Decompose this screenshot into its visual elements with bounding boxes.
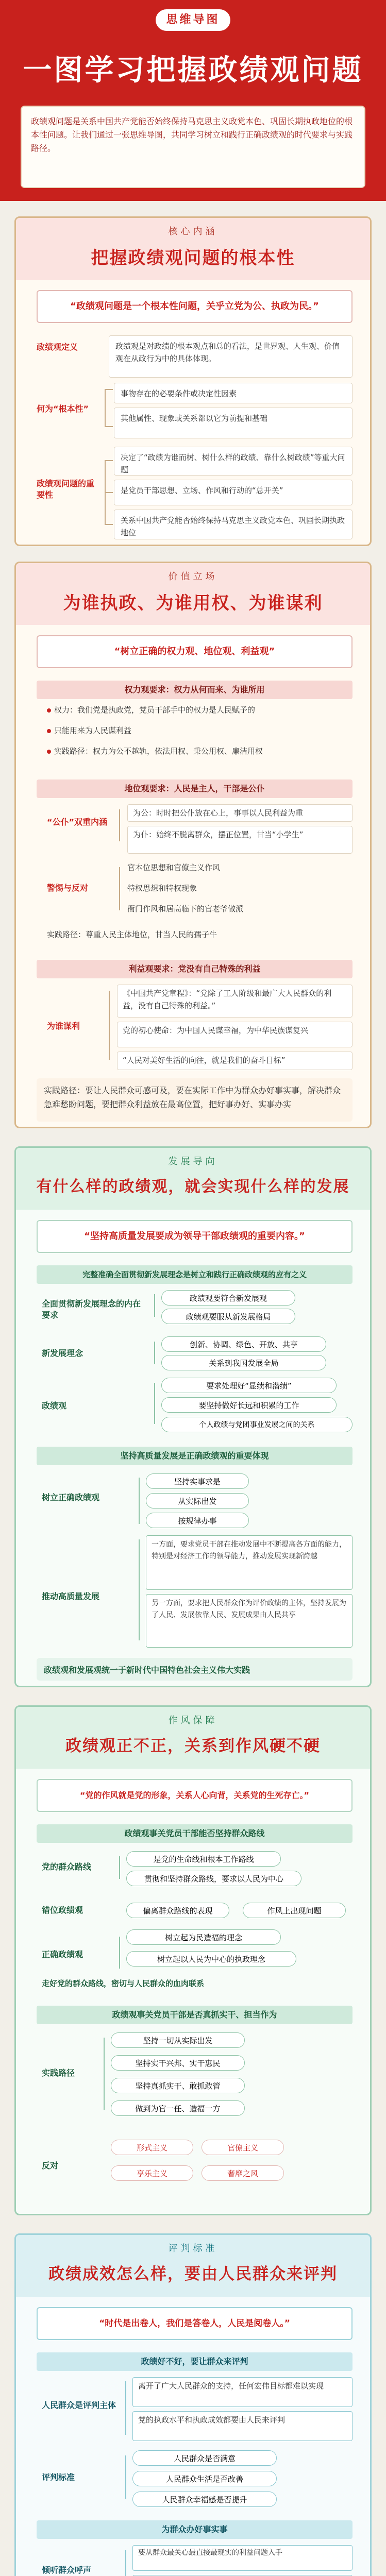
s3-g1-1-1: 关系到我国发展全局 [161, 1355, 326, 1370]
section-core-meaning [14, 216, 372, 546]
s5-bar-2: 为群众办好事实事 [37, 2520, 353, 2539]
page-title: 一图学习把握政绩观问题 [23, 53, 363, 87]
s2-status-g1-2: 为仆：始终不脱离群众，摆正位置，甘当“小学生” [127, 826, 353, 854]
section-5-label: 评判标准 [168, 2243, 218, 2254]
s4-g2-k0: 实践路径 [42, 2068, 75, 2078]
s4-g2-1-0: 形式主义 [111, 2140, 193, 2155]
section-5-quote: “时代是出卷人，我们是答卷人，人民是阅卷人。” [37, 2307, 353, 2340]
s3-g1-0-1: 政绩观要服从新发展格局 [161, 1309, 295, 1324]
section-2-title: 为谁执政、为谁用权、为谁谋利 [63, 593, 323, 614]
s2-interest-3: “人民对美好生活的向往，就是我们的奋斗目标” [117, 1052, 353, 1070]
s3-g1-0-0: 政绩观要符合新发展观 [161, 1290, 295, 1306]
s4-g1-1-1: 作风上出现问题 [243, 1903, 346, 1918]
s1-importance-2: 是党员干部思想、立场、作风和行动的“总开关” [114, 480, 353, 505]
s4-bar-1: 政绩观事关党员干部能否坚持群众路线 [37, 1824, 353, 1843]
s3-bar-1: 完整准确全面贯彻新发展理念是树立和践行正确政绩观的应有之义 [37, 1265, 353, 1284]
s1-fundamental-1: 事物存在的必要条件或决定性因素 [114, 383, 353, 403]
s1-fundamental-2: 其他属性、现象或关系都以它为前提和基础 [114, 408, 353, 438]
section-evaluation [14, 2233, 372, 2576]
s2-status-g2-2: 特权思想和特权现象 [127, 884, 197, 893]
section-work-style [14, 1705, 372, 2215]
section-4-title: 政绩观正不正，关系到作风硬不硬 [65, 1737, 321, 1755]
s2-status-g2-1: 官本位思想和官僚主义作风 [127, 863, 221, 872]
s3-g2-k0: 树立正确政绩观 [42, 1493, 100, 1502]
s4-g1-2-1: 树立起以人民为中心的执政理念 [126, 1951, 296, 1967]
section-3-quote: “坚持高质量发展要成为领导干部政绩观的重要内容。” [37, 1220, 353, 1253]
s4-g2-0-3: 做到为官一任、造福一方 [111, 2100, 245, 2116]
section-5-title: 政绩成效怎么样，要由人民群众来评判 [48, 2265, 338, 2283]
s4-g2-1-2: 享乐主义 [111, 2165, 193, 2181]
s3-bar-2: 坚持高质量发展是正确政绩观的重要体现 [37, 1447, 353, 1465]
s3-g1-2-2: 个人政绩与党团事业发展之间的关系 [161, 1417, 353, 1432]
s2-power-line-3: 实践路径：权力为公不越轨，依法用权、秉公用权、廉洁用权 [47, 745, 351, 757]
section-3-label: 发展导向 [168, 1156, 218, 1167]
s4-g2-0-0: 坚持一切从实际出发 [111, 2032, 245, 2048]
s5-g2-k0: 倾听群众呼声 [42, 2565, 92, 2575]
s3-g2-k1: 推动高质量发展 [42, 1591, 100, 1601]
s2-status-g1-key: “公仆”双重内涵 [47, 817, 108, 827]
section-3-head [16, 1148, 370, 1210]
s4-g1-1-0: 偏离群众路线的表现 [126, 1903, 229, 1918]
section-value-stance [14, 562, 372, 1128]
section-4-label: 作风保障 [168, 1715, 218, 1726]
s2-interest-key: 为谁谋利 [47, 1021, 80, 1031]
s2-status-bar: 地位观要求：人民是主人，干部是公仆 [37, 779, 353, 798]
s5-g1-0-1: 党的执政水平和执政成效都要由人民来评判 [132, 2411, 353, 2441]
s4-g1-2-0: 树立起为民造福的理念 [126, 1929, 281, 1945]
s3-g1-1-0: 创新、协调、绿色、开放、共享 [161, 1336, 326, 1352]
s4-g1-foot: 走好党的群众路线，密切与人民群众的血肉联系 [42, 1979, 205, 1988]
s5-g1-1-0: 人民群众是否满意 [132, 2450, 277, 2466]
section-1-label: 核心内涵 [168, 226, 218, 237]
section-2-label: 价值立场 [168, 571, 218, 582]
section-1-head [16, 218, 370, 280]
s4-g1-k0: 党的群众路线 [42, 1862, 92, 1872]
section-1-title: 把握政绩观问题的根本性 [91, 248, 295, 268]
s2-interest-bar: 利益观要求：党没有自己特殊的利益 [37, 960, 353, 978]
s1-key-definition: 政绩观定义 [37, 342, 78, 352]
s2-power-bar: 权力观要求：权力从何而来、为谁所用 [37, 681, 353, 699]
section-5-head [16, 2235, 370, 2297]
s2-status-g2-key: 警惕与反对 [47, 883, 89, 893]
section-3-title: 有什么样的政绩观，就会实现什么样的发展 [36, 1178, 350, 1196]
header-banner [0, 0, 386, 201]
s3-g1-k1: 新发展理念 [42, 1348, 83, 1358]
s4-bar-2: 政绩观事关党员干部是否真抓实干、担当作为 [37, 2006, 353, 2024]
s4-g2-0-1: 坚持实干兴邦、实干惠民 [111, 2055, 245, 2071]
s3-g1-2-0: 要求处理好“显绩和潜绩” [161, 1378, 337, 1393]
s5-g1-0-0: 离开了广大人民群众的支持，任何宏伟目标都难以实现 [132, 2377, 353, 2407]
s4-g1-k1: 错位政绩观 [42, 1905, 83, 1915]
intro-text: 政绩观问题是关系中国共产党能否始终保持马克思主义政党本色、巩固长期执政地位的根本性问题。让我们通过一张思维导图，共同学习树立和践行正确政绩观的时代要求与实践路径。 [21, 106, 365, 188]
section-development [14, 1146, 372, 1687]
section-2-head [16, 563, 370, 625]
section-1-quote: “政绩观问题是一个根本性问题，关乎立党为公、执政为民。” [37, 290, 353, 323]
s1-key-fundamental: 何为“根本性” [37, 404, 89, 414]
s4-g2-1-1: 官僚主义 [202, 2140, 284, 2155]
s3-g2-0-2: 按规律办事 [146, 1513, 249, 1528]
s2-status-g2-3: 衙门作风和居高临下的官老爷做派 [127, 904, 244, 913]
section-2-quote: “树立正确的权力观、地位观、利益观” [37, 635, 353, 668]
s3-g2-0-1: 从实际出发 [146, 1493, 249, 1509]
s1-key-importance: 政绩观问题的重要性 [37, 479, 95, 500]
s5-g1-k1: 评判标准 [42, 2472, 75, 2482]
s1-importance-1: 决定了“政绩为谁而树、树什么样的政绩、靠什么树政绩”等重大问题 [114, 447, 353, 476]
s4-g2-0-2: 坚持真抓实干、敢抓敢管 [111, 2078, 245, 2093]
s5-g1-1-1: 人民群众生活是否改善 [132, 2471, 277, 2486]
s5-bar-1: 政绩好不好，要让群众来评判 [37, 2352, 353, 2371]
s2-power-line-2: 只能用来为人民谋利益 [47, 725, 351, 737]
s3-g1-k2: 政绩观 [42, 1401, 67, 1411]
s3-note: 政绩观和发展观统一于新时代中国特色社会主义伟大实践 [37, 1658, 353, 1681]
s5-g1-k0: 人民群众是评判主体 [42, 2400, 116, 2410]
s5-g1-1-2: 人民群众幸福感是否提升 [132, 2492, 277, 2507]
s2-status-g1-1: 为公：时时把公仆放在心上，事事以人民利益为重 [127, 804, 353, 822]
s2-status-path: 实践路径：尊重人民主体地位，甘当人民的孺子牛 [47, 930, 217, 939]
s2-interest-2: 党的初心使命：为中国人民谋幸福，为中华民族谋复兴 [117, 1022, 353, 1047]
s2-power-line-1: 权力：我们党是执政党，党员干部手中的权力是人民赋予的 [47, 704, 351, 716]
s1-importance-3: 关系中国共产党能否始终保持马克思主义政党本色、巩固长期执政地位 [114, 510, 353, 539]
section-4-head [16, 1707, 370, 1769]
s5-g2-0-0: 要从群众最关心最直接最现实的利益问题入手 [132, 2545, 353, 2571]
s2-interest-path: 实践路径：要让人民群众可感可及，要在实际工作中为群众办好事实事，解决群众急难愁盼问题，要把群众利益放在最高位置，把好事办好、实事办实 [37, 1078, 353, 1122]
s3-g1-k0: 全面贯彻新发展理念的内在要求 [42, 1299, 141, 1320]
s3-g2-0-0: 坚持实事求是 [146, 1473, 249, 1489]
s1-definition-text: 政绩观是对政绩的根本观点和总的看法，是世界观、人生观、价值观在从政行为中的具体体现。 [109, 335, 353, 378]
s4-g1-0-0: 是党的生命线和根本工作路线 [126, 1851, 281, 1867]
s4-g2-k1: 反对 [42, 2161, 59, 2171]
s4-g2-1-3: 奢靡之风 [202, 2165, 284, 2181]
s2-interest-1: 《中国共产党章程》：“党除了工人阶级和最广大人民群众的利益，没有自己特殊的利益。” [117, 985, 353, 1018]
section-4-quote: “党的作风就是党的形象，关系人心向背，关系党的生死存亡。” [37, 1779, 353, 1812]
header-tag: 思维导图 [156, 9, 230, 31]
s3-g1-2-1: 要坚持做好长远和积累的工作 [161, 1397, 337, 1413]
s3-g2-1-1: 另一方面，要求把人民群众作为评价政绩的主体，坚持发展为了人民、发展依靠人民、发展成果由人民共享 [146, 1594, 353, 1648]
s3-g2-1-0: 一方面，要求党员干部在推动发展中不断提高各方面的能力，特别是对经济工作的领导能力，推动发展实现新跨越 [146, 1535, 353, 1590]
s4-g1-k2: 正确政绩观 [42, 1950, 83, 1959]
s4-g1-0-1: 贯彻和坚持群众路线，要求以人民为中心 [126, 1871, 301, 1886]
